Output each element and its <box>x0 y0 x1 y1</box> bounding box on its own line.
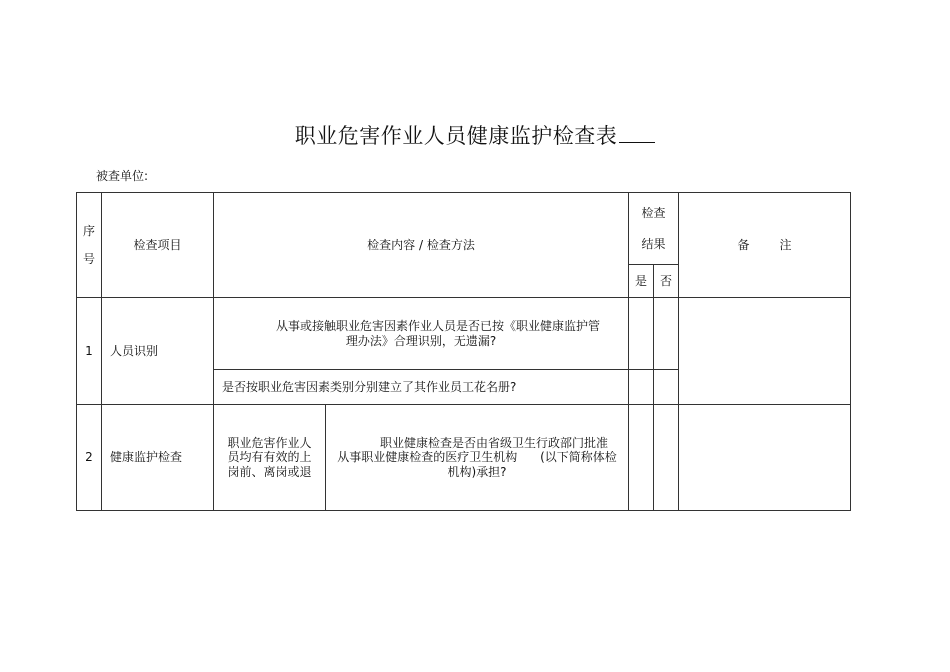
row-2-yes-cell[interactable] <box>629 405 654 511</box>
seq-header-char-2: 号 <box>82 252 95 266</box>
seq-header-char-1: 序 <box>82 223 95 238</box>
result-header-line-2: 结果 <box>641 236 666 251</box>
row-2-no-cell[interactable] <box>654 405 679 511</box>
header-row <box>77 193 851 265</box>
yes-header: 是 <box>629 265 654 298</box>
item-header: 检查项目 <box>102 193 214 298</box>
note-header <box>679 193 851 298</box>
content-header: 检查内容 / 检查方法 <box>214 193 629 298</box>
row-2-subitem-line-1: 职业危害作业人 <box>227 435 312 450</box>
row-1-seq: 1 <box>77 298 102 405</box>
row-1a-yes-cell[interactable] <box>629 298 654 370</box>
row-1-content-b: 是否按职业危害因素类别分别建立了其作业员工花名册? <box>214 370 629 405</box>
row-2-item: 健康监护检查 <box>102 405 214 511</box>
inspected-unit-label: 被查单位: <box>96 169 149 183</box>
title-blank-underline <box>619 141 655 143</box>
row-1a-no-cell[interactable] <box>654 298 679 370</box>
result-header <box>629 193 679 265</box>
row-2-subitem <box>214 405 326 511</box>
row-2-subitem-line-2: 员均有有效的上 <box>227 450 312 465</box>
row-2-subitem-line-3: 岗前、离岗或退 <box>227 464 312 479</box>
table-row <box>77 298 851 370</box>
row-1-content-a-line-1: 从事或接触职业危害因素作业人员是否已按《职业健康监护管 <box>275 319 600 334</box>
row-2-content-line-2: 从事职业健康检查的医疗卫生机构 (以下简称体检 <box>337 450 617 465</box>
title-text: 职业危害作业人员健康监护检查表 <box>294 124 618 148</box>
seq-header <box>77 193 102 298</box>
row-2-content <box>326 405 629 511</box>
result-header-line-1: 检查 <box>641 206 666 221</box>
row-1-content-a <box>214 298 629 370</box>
row-1b-yes-cell[interactable] <box>629 370 654 405</box>
page-title <box>0 120 950 150</box>
row-2-note-cell[interactable] <box>679 405 851 511</box>
row-1b-no-cell[interactable] <box>654 370 679 405</box>
row-1-note-cell[interactable] <box>679 298 851 405</box>
note-header-char-1: 备 <box>737 237 750 252</box>
table-row <box>77 405 851 511</box>
row-1-content-a-line-2: 理办法》合理识别，无遗漏? <box>345 333 497 348</box>
row-2-content-line-3: 机构)承担? <box>447 464 507 479</box>
no-header: 否 <box>654 265 679 298</box>
inspection-table <box>76 192 851 511</box>
row-1-item: 人员识别 <box>102 298 214 405</box>
note-header-char-2: 注 <box>779 237 792 252</box>
row-2-seq: 2 <box>77 405 102 511</box>
row-2-content-line-1: 职业健康检查是否由省级卫生行政部门批准 <box>379 435 608 450</box>
